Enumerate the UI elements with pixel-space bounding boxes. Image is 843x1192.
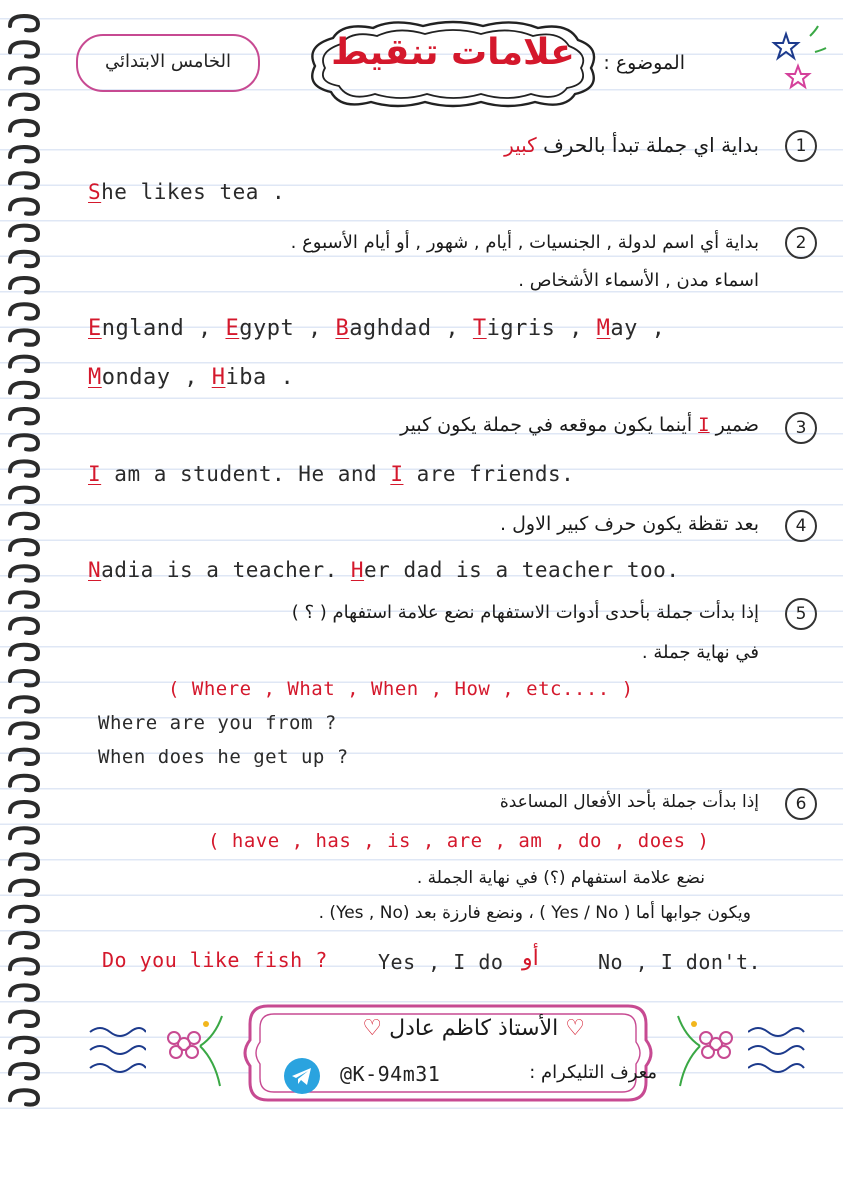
- grade-label: الخامس الابتدائي: [104, 51, 232, 72]
- spiral-coil: [10, 802, 38, 816]
- spiral-coil: [10, 881, 38, 895]
- rule-3-word-1: ضمير: [715, 414, 759, 436]
- spiral-coil: [10, 435, 38, 449]
- spiral-coil: [10, 42, 38, 56]
- rule-2-line-2: اسماء مدن , الأسماء الأشخاص .: [518, 270, 759, 291]
- grade-badge: [76, 34, 260, 92]
- heart-icon-right: ♡: [565, 1016, 585, 1041]
- telegram-icon: [284, 1058, 320, 1094]
- rule-number-6: 6: [785, 788, 817, 820]
- spiral-coil: [10, 1064, 38, 1078]
- rule-5-line-2: في نهاية جملة .: [641, 642, 759, 663]
- right-flower-decoration: [660, 1006, 740, 1096]
- spiral-coil: [10, 1090, 38, 1104]
- spiral-coil: [10, 226, 38, 240]
- rule-1-highlight: كبير: [504, 133, 537, 157]
- spiral-coil: [10, 671, 38, 685]
- spiral-coil: [10, 1038, 38, 1052]
- spiral-coil: [10, 68, 38, 82]
- telegram-handle[interactable]: @K-94m31: [340, 1062, 441, 1086]
- spiral-coil: [10, 278, 38, 292]
- spiral-coil: [10, 985, 38, 999]
- rule-2-example-2: Monday , Hiba .: [88, 365, 295, 390]
- spiral-coil: [10, 592, 38, 606]
- rule-6-example: [102, 948, 328, 972]
- rule-1-example-rest: he likes tea .: [101, 180, 286, 204]
- spiral-coil: [10, 304, 38, 318]
- rule-6-answer-no: No , I don't.: [598, 950, 762, 974]
- rule-1-text: [504, 133, 759, 157]
- spiral-coil: [10, 95, 38, 109]
- rule-6-line-3: ويكون جوابها أما ( Yes / No ) ، ونضع فارزة بعد (Yes , No) .: [318, 903, 751, 923]
- spiral-coil: [10, 514, 38, 528]
- rule-5-tools: ( Where , What , When , How , etc.... ): [168, 678, 634, 700]
- heart-icon-left: ♡: [362, 1016, 383, 1041]
- rule-2-line-1: بداية أي اسم لدولة , الجنسيات , أيام , شهور , أو أيام الأسبوع .: [290, 232, 759, 253]
- spiral-coil: [10, 907, 38, 921]
- rule-1-line: بداية اي جملة تبدأ بالحرف: [543, 133, 759, 157]
- rule-1-example: [88, 180, 285, 204]
- spiral-coil: [10, 252, 38, 266]
- stars-decoration: [770, 24, 830, 94]
- spiral-coil: [10, 933, 38, 947]
- rule-6-or: أو: [522, 946, 539, 971]
- rule-3-example: I am a student. He and I are friends.: [88, 462, 575, 486]
- left-flower-decoration: [160, 1006, 240, 1096]
- spiral-coil: [10, 147, 38, 161]
- spiral-coil: [10, 199, 38, 213]
- subject-label: الموضوع :: [603, 52, 685, 74]
- rule-6-question: Do you like fish ?: [102, 948, 328, 972]
- left-wave-decoration: [86, 1020, 146, 1080]
- rule-6-verbs: ( have , has , is , are , am , do , does ): [208, 830, 710, 852]
- spiral-coil: [10, 121, 38, 135]
- teacher-line: [362, 1016, 585, 1041]
- spiral-coil: [10, 854, 38, 868]
- spiral-coil: [10, 697, 38, 711]
- rule-4-example: Nadia is a teacher. Her dad is a teacher too.: [88, 558, 680, 582]
- rule-5-line-1: إذا بدأت جملة بأحدى أدوات الاستفهام نضع علامة استفهام ( ؟ ): [291, 602, 759, 623]
- spiral-coil: [10, 645, 38, 659]
- spiral-coil: [10, 540, 38, 554]
- spiral-coil: [10, 330, 38, 344]
- rule-number-3: 3: [785, 412, 817, 444]
- rule-3-text: [400, 414, 759, 436]
- spiral-coil: [10, 750, 38, 764]
- spiral-coil: [10, 173, 38, 187]
- rule-4-text: بعد تقظة يكون حرف كبير الاول .: [500, 513, 759, 535]
- spiral-coil: [10, 357, 38, 371]
- rule-3-pronoun: I: [698, 414, 710, 436]
- right-wave-decoration: [748, 1020, 808, 1080]
- spiral-coil: [10, 723, 38, 737]
- page-title: علامات تنقيط: [331, 32, 575, 73]
- spiral-coil: [10, 16, 38, 30]
- spiral-coil: [10, 566, 38, 580]
- rule-number-2: 2: [785, 227, 817, 259]
- rule-number-4: 4: [785, 510, 817, 542]
- rule-number-1: 1: [785, 130, 817, 162]
- rule-6-line-2: نضع علامة استفهام (؟) في نهاية الجملة .: [416, 868, 705, 888]
- rule-2-example-1: England , Egypt , Baghdad , Tigris , May ,: [88, 316, 666, 341]
- rule-5-example-1: Where are you from ?: [98, 712, 337, 734]
- rule-3-word-2: أينما يكون موقعه في جملة يكون كبير: [400, 414, 693, 436]
- spiral-coil: [10, 619, 38, 633]
- rule-6-answer-yes: Yes , I do: [378, 950, 504, 974]
- rule-5-example-2: When does he get up ?: [98, 746, 349, 768]
- spiral-coil: [10, 776, 38, 790]
- rule-6-line-1: إذا بدأت جملة بأحد الأفعال المساعدة: [499, 792, 759, 812]
- spiral-coil: [10, 959, 38, 973]
- capital-s: S: [88, 180, 102, 204]
- spiral-coil: [10, 488, 38, 502]
- spiral-coil: [10, 1012, 38, 1026]
- spiral-coil: [10, 409, 38, 423]
- spiral-coil: [10, 461, 38, 475]
- spiral-binding: [4, 6, 54, 1121]
- rule-number-5: 5: [785, 598, 817, 630]
- spiral-coil: [10, 828, 38, 842]
- telegram-label: معرف التليكرام :: [529, 1062, 657, 1083]
- teacher-name: الأستاذ كاظم عادل: [389, 1016, 559, 1041]
- spiral-coil: [10, 383, 38, 397]
